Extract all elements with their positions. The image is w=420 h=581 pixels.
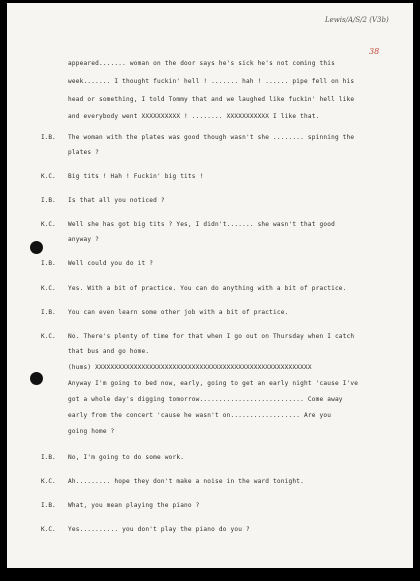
- speaker-label: I.B.: [41, 197, 56, 204]
- speaker-label: I.B.: [41, 454, 56, 461]
- speaker-label: K.C.: [41, 333, 56, 340]
- transcript-line: Is that all you noticed ?: [68, 197, 165, 204]
- speaker-label: K.C.: [41, 285, 56, 292]
- speaker-label: I.B.: [41, 260, 56, 267]
- page-number: 38: [369, 47, 380, 56]
- speaker-label: K.C.: [41, 221, 56, 228]
- transcript-line: You can even learn some other job with a bit of practice.: [68, 309, 289, 316]
- transcript-line: and everybody went XXXXXXXXXX ! ........ XXXXXXXXXXX I like that.: [68, 113, 320, 120]
- transcript-line: week....... I thought fuckin' hell ! ....... hah ! ...... pipe fell on his: [68, 78, 355, 85]
- speaker-label: K.C.: [41, 478, 56, 485]
- transcript-line: appeared....... woman on the door says he's sick he's not coming this: [68, 60, 335, 67]
- transcript-line: going home ?: [68, 428, 115, 435]
- archive-reference: Lewis/A/S/2 (V3b): [325, 16, 389, 24]
- transcript-line: head or something, I told Tommy that and we laughed like fuckin' hell like: [68, 96, 355, 103]
- speaker-label: K.C.: [41, 526, 56, 533]
- transcript-line: early from the concert 'cause he wasn't on.................. Are you: [68, 412, 332, 419]
- speaker-label: I.B.: [41, 309, 56, 316]
- speaker-label: I.B.: [41, 134, 56, 141]
- transcript-line: Well she has got big tits ? Yes, I didn't....... she wasn't that good: [68, 221, 335, 228]
- speaker-label: K.C.: [41, 173, 56, 180]
- transcript-line: Well could you do it ?: [68, 260, 154, 267]
- speaker-label: I.B.: [41, 502, 56, 509]
- punch-hole: [30, 241, 43, 254]
- transcript-line: plates ?: [68, 149, 99, 156]
- punch-hole: [30, 372, 43, 385]
- transcript-line: Anyway I'm going to bed now, early, going to get an early night 'cause I've: [68, 380, 359, 387]
- transcript-line: What, you mean playing the piano ?: [68, 502, 200, 509]
- transcript-line: No, I'm going to do some work.: [68, 454, 185, 461]
- transcript-line: that bus and go home.: [68, 348, 150, 355]
- transcript-line: anyway ?: [68, 236, 99, 243]
- transcript-line: No. There's plenty of time for that when I go out on Thursday when I catch: [68, 333, 355, 340]
- document-page: [7, 3, 413, 568]
- transcript-line: Yes.......... you don't play the piano do you ?: [68, 526, 250, 533]
- transcript-line: Yes. With a bit of practice. You can do anything with a bit of practice.: [68, 285, 347, 292]
- transcript-line: The woman with the plates was good though wasn't she ........ spinning the: [68, 134, 355, 141]
- transcript-line: Ah......... hope they don't make a noise in the ward tonight.: [68, 478, 304, 485]
- transcript-line: Big tits ! Hah ! Fuckin' big tits !: [68, 173, 204, 180]
- transcript-line: got a whole day's digging tomorrow........................... Come away: [68, 396, 343, 403]
- transcript-line: (hums) XXXXXXXXXXXXXXXXXXXXXXXXXXXXXXXXXXXXXXXXXXXXXXXXXXXXXXXX: [68, 364, 312, 371]
